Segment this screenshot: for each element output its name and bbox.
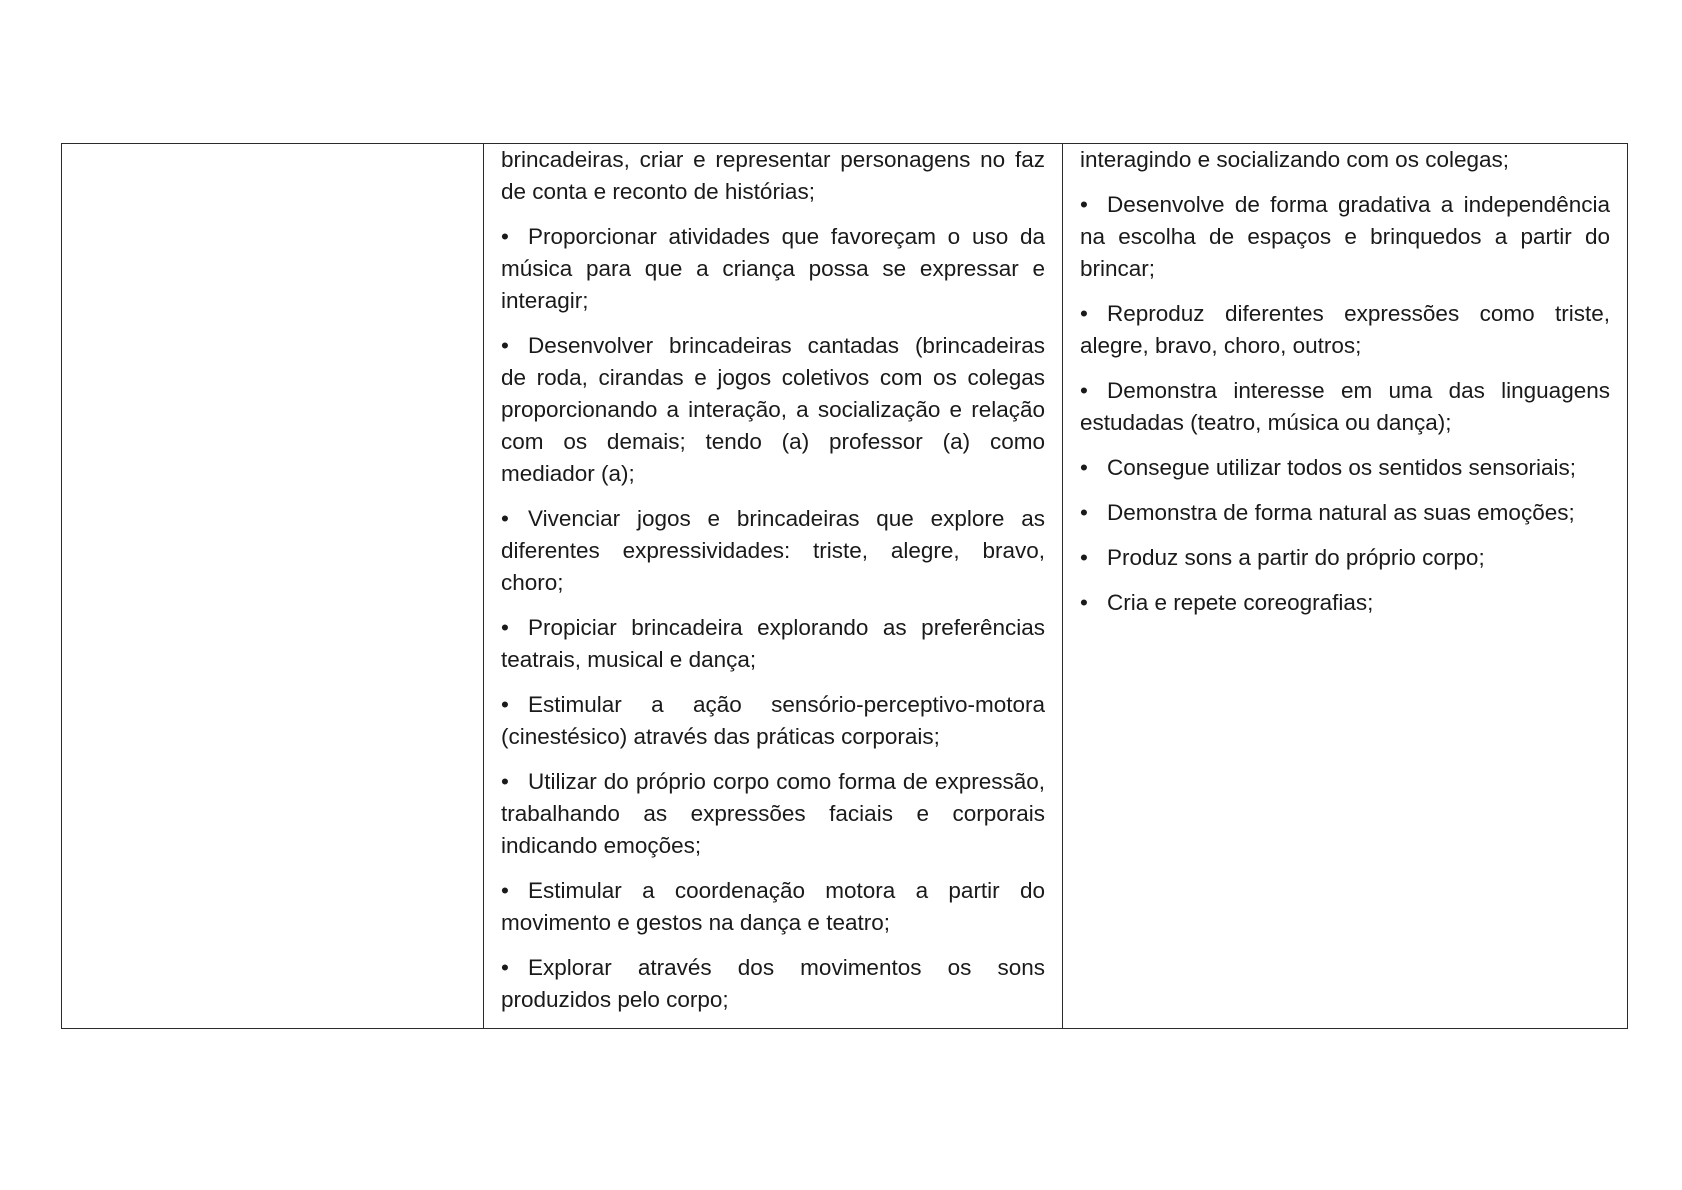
objective-item	[501, 875, 1045, 939]
evaluation-item	[1080, 452, 1610, 484]
objective-item	[501, 952, 1045, 1016]
evaluation-item-text: Reproduz diferentes expressões como triste, alegre, bravo, choro, outros;	[1080, 301, 1610, 358]
bullet-icon: •	[501, 506, 509, 531]
objective-item-text: Desenvolver brincadeiras cantadas (brincadeiras de roda, cirandas e jogos coletivos com os colegas proporcionando a interação, a socialização e relação com os demais; tendo (a) professor (a) como mediador (a);	[501, 333, 1045, 486]
evaluation-item-text: Demonstra interesse em uma das linguagens estudadas (teatro, música ou dança);	[1080, 378, 1610, 435]
table-column-evaluation	[1063, 144, 1627, 1028]
bullet-icon: •	[1080, 192, 1088, 217]
evaluation-item-text: Desenvolve de forma gradativa a independência na escolha de espaços e brinquedos a partir do brincar;	[1080, 192, 1610, 281]
bullet-icon: •	[1080, 500, 1088, 525]
evaluation-item-text: Demonstra de forma natural as suas emoções;	[1107, 500, 1575, 525]
objective-item-text: Utilizar do próprio corpo como forma de expressão, trabalhando as expressões faciais e corporais indicando emoções;	[501, 769, 1045, 858]
objective-item-text: Estimular a coordenação motora a partir do movimento e gestos na dança e teatro;	[501, 878, 1045, 935]
objective-item-text: Proporcionar atividades que favoreçam o uso da música para que a criança possa se expressar e interagir;	[501, 224, 1045, 313]
evaluation-item-text: Consegue utilizar todos os sentidos sensoriais;	[1107, 455, 1577, 480]
table-column-objectives	[484, 144, 1063, 1028]
objective-item-text: Vivenciar jogos e brincadeiras que explore as diferentes expressividades: triste, alegre, bravo, choro;	[501, 506, 1045, 595]
evaluation-item	[1080, 497, 1610, 529]
evaluation-item	[1080, 542, 1610, 574]
objective-item	[501, 221, 1045, 317]
bullet-icon: •	[501, 224, 509, 249]
evaluation-item-text: Cria e repete coreografias;	[1107, 590, 1374, 615]
evaluation-item	[1080, 189, 1610, 285]
objective-item-text: Explorar através dos movimentos os sons produzidos pelo corpo;	[501, 955, 1045, 1012]
objective-item-text: Propiciar brincadeira explorando as preferências teatrais, musical e dança;	[501, 615, 1045, 672]
bullet-icon: •	[501, 333, 509, 358]
bullet-icon: •	[501, 878, 509, 903]
bullet-icon: •	[1080, 545, 1088, 570]
evaluation-item-text: Produz sons a partir do próprio corpo;	[1107, 545, 1485, 570]
objective-item	[501, 503, 1045, 599]
objective-item	[501, 612, 1045, 676]
evaluation-item	[1080, 298, 1610, 362]
bullet-icon: •	[501, 955, 509, 980]
evaluation-item	[1080, 587, 1610, 619]
bullet-icon: •	[1080, 301, 1088, 326]
objectives-continuation-text: brincadeiras, criar e representar personagens no faz de conta e reconto de histórias;	[501, 147, 1045, 204]
objective-item	[501, 330, 1045, 490]
bullet-icon: •	[501, 692, 509, 717]
objective-item-text: Estimular a ação sensório-perceptivo-motora (cinestésico) através das práticas corporais;	[501, 692, 1045, 749]
bullet-icon: •	[501, 769, 509, 794]
table-column-empty	[62, 144, 484, 1028]
bullet-icon: •	[501, 615, 509, 640]
objective-item	[501, 689, 1045, 753]
bullet-icon: •	[1080, 378, 1088, 403]
evaluation-item	[1080, 375, 1610, 439]
bullet-icon: •	[1080, 455, 1088, 480]
evaluation-continuation-text: interagindo e socializando com os colegas;	[1080, 147, 1510, 172]
content-table	[61, 143, 1628, 1029]
objective-item	[501, 766, 1045, 862]
bullet-icon: •	[1080, 590, 1088, 615]
